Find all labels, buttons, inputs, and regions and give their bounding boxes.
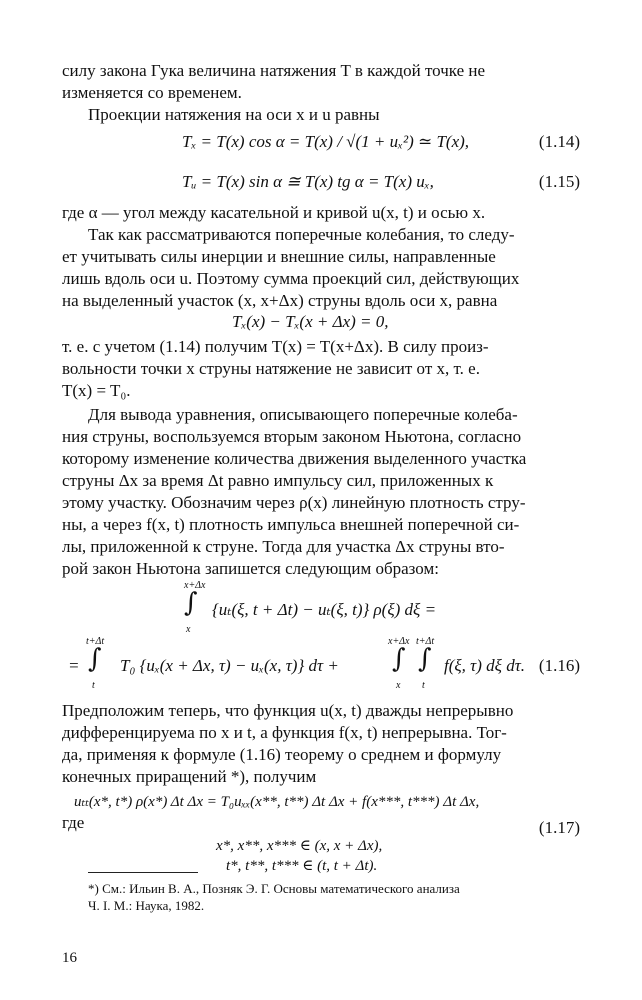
- integral-upper-limit: t+Δt: [416, 636, 435, 647]
- text-line: лишь вдоль оси u. Поэтому сумма проекций сил, действующих: [62, 269, 520, 288]
- text-line: Для вывода уравнения, описывающего поперечные колеба-: [88, 405, 518, 424]
- integral-lower-limit: x: [396, 680, 401, 691]
- integral-upper-limit: x+Δx: [388, 636, 410, 647]
- integral-sign-icon: ∫: [392, 644, 406, 674]
- equation-1-15: Tᵤ = T(x) sin α ≅ T(x) tg α = T(x) uₓ,: [182, 172, 434, 191]
- equation-membership-x: x*, x**, x*** ∈ (x, x + Δx),: [216, 838, 383, 854]
- text-line: дифференцируема по x и t, а функция f(x, t) непрерывна. Тог-: [62, 723, 507, 742]
- equation-number: (1.16): [538, 656, 580, 675]
- text-line: лы, приложенной к струне. Тогда для участка Δx струны вто-: [62, 537, 505, 556]
- text-line: да, применяя к формуле (1.16) теорему о среднем и формулу: [62, 745, 502, 764]
- text-line: этому участку. Обозначим через ρ(x) линейную плотность стру-: [62, 493, 526, 512]
- text-line: на выделенный участок (x, x+Δx) струны вдоль оси x, равна: [62, 291, 498, 310]
- equation-number: (1.17): [538, 818, 580, 837]
- integral-sign-icon: ∫: [184, 588, 198, 618]
- equation-1-16-bottom-equals: =: [68, 656, 80, 675]
- text-line: где: [62, 813, 85, 832]
- text-line: вольности точки x струны натяжение не зависит от x, т. е.: [62, 359, 480, 378]
- text-line: рой закон Ньютона запишется следующим образом:: [62, 559, 439, 578]
- equation-membership-t: t*, t**, t*** ∈ (t, t + Δt).: [226, 858, 378, 874]
- equation-1-17: uₜₜ(x*, t*) ρ(x*) Δt Δx = T₀uₓₓ(x**, t**) Δt Δx + f(x***, t***) Δt Δx,: [74, 794, 480, 810]
- footnote-line: Ч. I. М.: Наука, 1982.: [88, 898, 205, 913]
- page-number: 16: [62, 950, 77, 966]
- text-line: ния струны, воспользуемся вторым законом Ньютона, согласно: [62, 427, 522, 446]
- integral-lower-limit: x: [186, 624, 191, 635]
- text-line: конечных приращений *), получим: [62, 767, 317, 786]
- equation-balance: Tₓ(x) − Tₓ(x + Δx) = 0,: [232, 312, 389, 331]
- equation-1-14: Tₓ = T(x) cos α = T(x) / √(1 + uₓ²) ≃ T(x),: [182, 132, 470, 151]
- equation-number: (1.14): [538, 132, 580, 151]
- text-line: ет учитывать силы инерции и внешние силы, направленные: [62, 247, 496, 266]
- text-line: Предположим теперь, что функция u(x, t) дважды непрерывно: [62, 701, 514, 720]
- equation-1-16-top: {uₜ(ξ, t + Δt) − uₜ(ξ, t)} ρ(ξ) dξ =: [212, 600, 437, 619]
- integral-sign-icon: ∫: [418, 644, 432, 674]
- footnote-line: *) См.: Ильин В. А., Позняк Э. Г. Основы математического анализа: [88, 881, 460, 896]
- text-line: где α — угол между касательной и кривой u(x, t) и осью x.: [62, 203, 486, 222]
- equation-number: (1.15): [538, 172, 580, 191]
- text-line: струны Δx за время Δt равно импульсу сил, приложенных к: [62, 471, 494, 490]
- equation-1-16-bottom-tail: f(ξ, τ) dξ dτ.: [444, 656, 526, 675]
- footnote-divider: [88, 872, 198, 873]
- integral-lower-limit: t: [92, 680, 95, 691]
- text-line: Проекции натяжения на оси x и u равны: [88, 105, 380, 124]
- integral-upper-limit: x+Δx: [184, 580, 206, 591]
- text-line: силу закона Гука величина натяжения T в каждой точке не: [62, 61, 486, 80]
- text-line: изменяется со временем.: [62, 83, 242, 102]
- equation-1-16-bottom: T₀ {uₓ(x + Δx, τ) − uₓ(x, τ)} dτ +: [120, 656, 339, 675]
- integral-sign-icon: ∫: [88, 644, 102, 674]
- integral-lower-limit: t: [422, 680, 425, 691]
- text-line: которому изменение количества движения выделенного участка: [62, 449, 527, 468]
- text-line: T(x) = T₀.: [62, 381, 131, 400]
- text-line: Так как рассматриваются поперечные колебания, то следу-: [88, 225, 515, 244]
- integral-upper-limit: t+Δt: [86, 636, 105, 647]
- text-line: ны, а через f(x, t) плотность импульса внешней поперечной си-: [62, 515, 520, 534]
- text-line: т. е. с учетом (1.14) получим T(x) = T(x+Δx). В силу произ-: [62, 337, 489, 356]
